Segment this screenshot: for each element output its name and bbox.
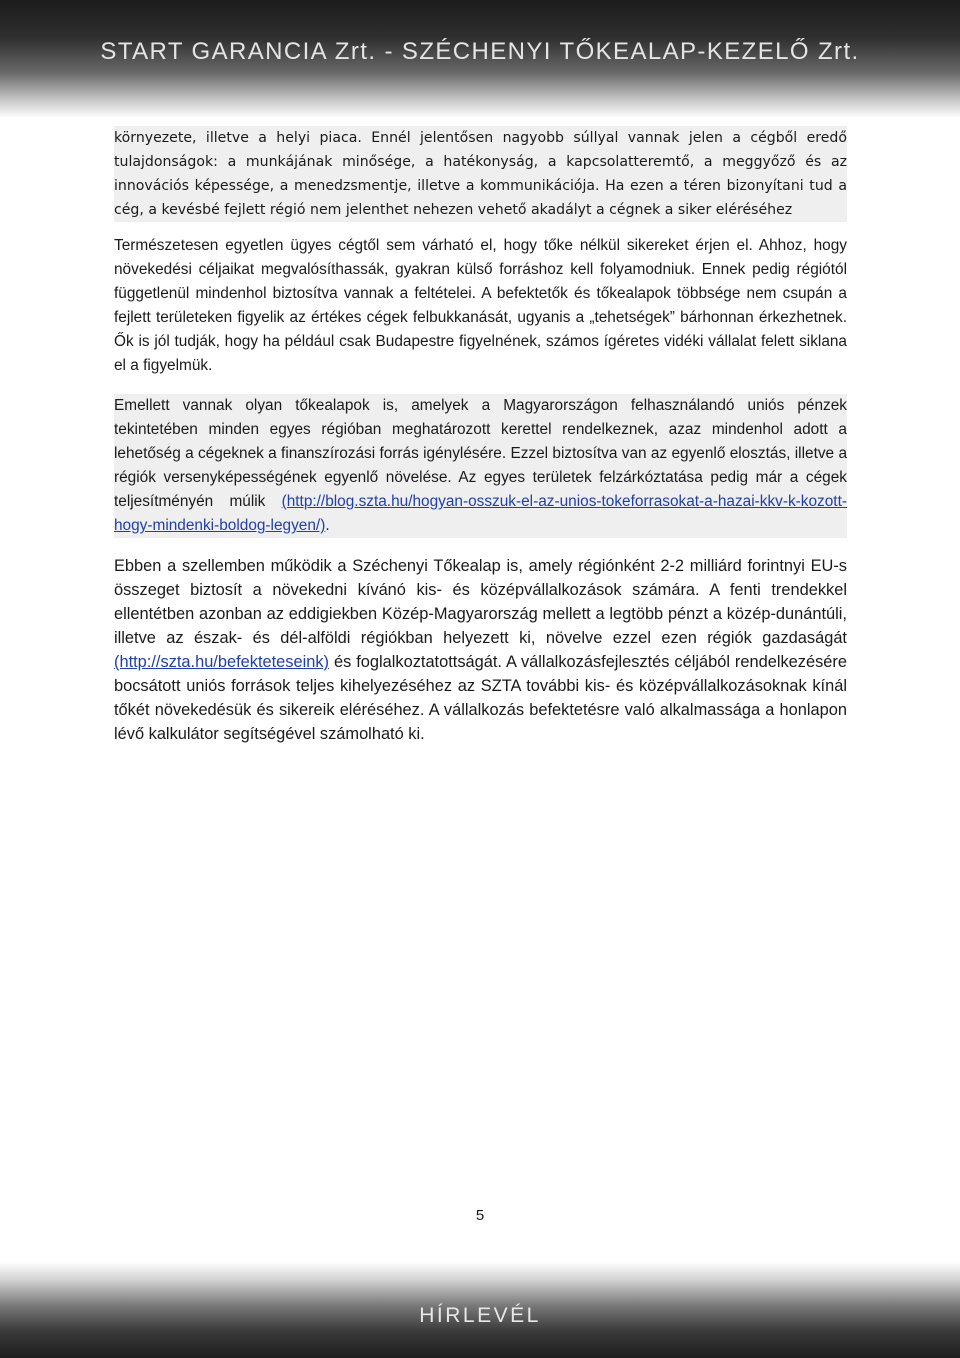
paragraph-3-end: . xyxy=(325,517,330,534)
paragraph-4-text-a: Ebben a szellemben működik a Széchenyi Tőkealap is, amely régiónként 2-2 milliárd forintnyi EU-s összeget biztosít a növekedni kívánó kis- és középvállalkozások számára. A fenti trendekkel ellentétben azonban az eddigiekben Közép-Magyarország mellett a legtöbb pénzt a közép-dunántúli, illetve az észak- és dél-alföldi régiókban helyezett ki, növelve ezzel ezen régiók gazdaságát xyxy=(114,557,847,647)
paragraph-1: környezete, illetve a helyi piaca. Ennél jelentősen nagyobb súllyal vannak jelen a cégből eredő tulajdonságok: a munkájának minősége, a hatékonyság, a kapcsolatteremtő, a meggyőző és az innovációs képessége, a menedzsmentje, illetve a kommunikációja. Ha ezen a téren bizonyítani tud a cég, a kevésbé fejlett régió nem jelenthet nehezen vehető akadályt a cégnek a siker eléréséhez xyxy=(114,126,847,222)
paragraph-3 xyxy=(114,394,847,538)
page-number: 5 xyxy=(475,1207,485,1224)
paragraph-4-text-b: és foglalkoztatottságát. A vállalkozásfejlesztés céljából rendelkezésére bocsátott uniós források teljes kihelyezéséhez az SZTA további kis- és középvállalkozásoknak kínál tőkét növekedésük és sikereik eléréséhez. A vállalkozás befektetésre való alkalmassága a honlapon lévő kalkulátor segítségével számolható ki. xyxy=(114,653,847,743)
blog-link[interactable]: (http://blog.szta.hu/hogyan-osszuk-el-az-unios-tokeforrasokat-a-hazai-kkv-k-kozott-hogy-mindenki-boldog-legyen/) xyxy=(114,493,847,534)
paragraph-3-text: Emellett vannak olyan tőkealapok is, amelyek a Magyarországon felhasználandó uniós pénzek tekintetében minden egyes régióban meghatározott kerettel rendelkeznek, azaz mindenhol adott a lehetőség a cégeknek a finanszírozási forrás igénylésére. Ezzel biztosítva van az egyenlő elosztás, illetve a régiók versenyképességének egyenlő növelése. Az egyes területek felzárkóztatása pedig már a cégek teljesítményén múlik xyxy=(114,397,847,510)
paragraph-4 xyxy=(114,554,847,746)
footer-title: HÍRLEVÉL xyxy=(419,1304,541,1327)
investments-link[interactable]: (http://szta.hu/befekteteseink) xyxy=(114,653,330,671)
paragraph-2: Természetesen egyetlen ügyes cégtől sem várható el, hogy tőke nélkül sikereket érjen el. Ahhoz, hogy növekedési céljaikat megvalósíthassák, gyakran külső forráshoz kell folyamodniuk. Ennek pedig régiótól függetlenül mindenhol biztosítva vannak a feltételei. A befektetők és tőkealapok többsége nem csupán a fejlett területeken figyelik az értékes cégek felbukkanását, ugyanis a „tehetségek” bárhonnan érkezhetnek. Ők is jól tudják, hogy ha például csak Budapestre figyelnének, számos ígéretes vidéki vállalat felett siklana el a figyelmük. xyxy=(114,237,847,374)
article-body xyxy=(114,126,847,746)
header-title: START GARANCIA Zrt. - SZÉCHENYI TŐKEALAP-KEZELŐ Zrt. xyxy=(100,38,860,65)
